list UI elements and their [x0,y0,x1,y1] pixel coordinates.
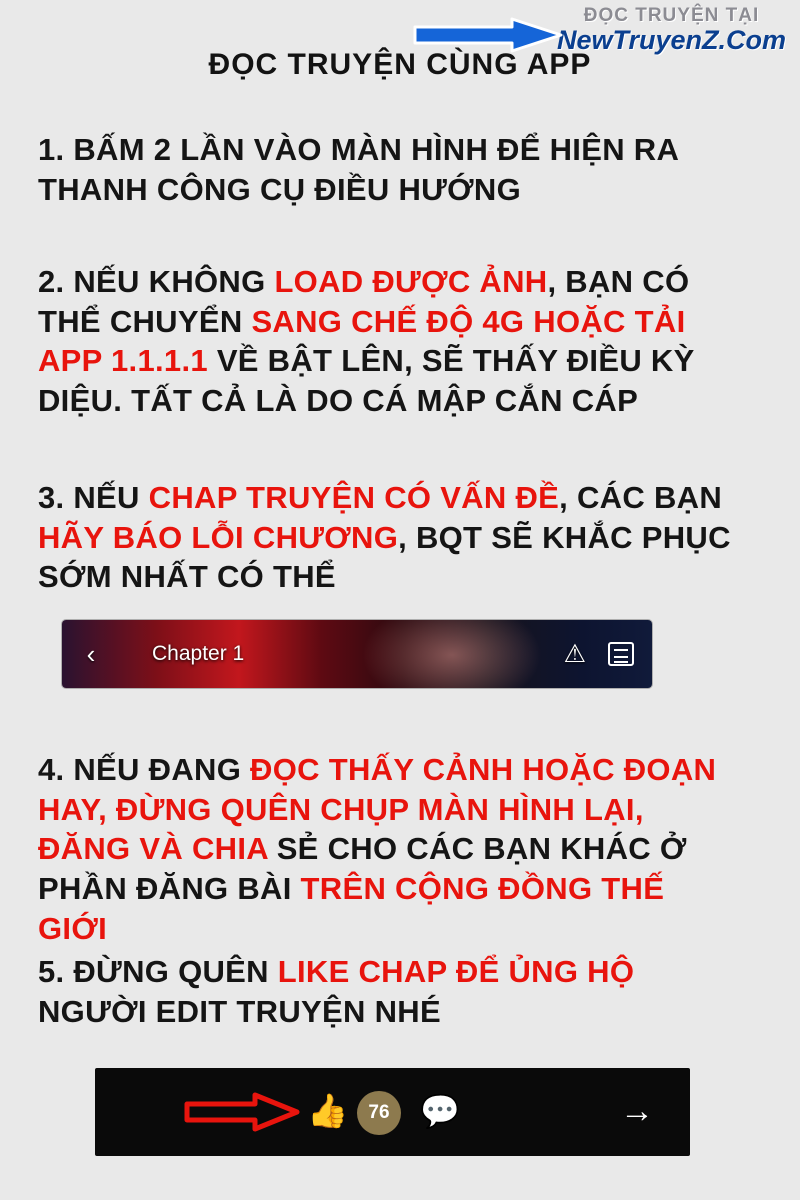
instruction-3-seg-1: 3. NẾU [38,480,149,515]
instruction-2-seg-3: , BẠN CÓ THỂ CHUYỂN [38,264,690,339]
instruction-2-seg-5: VỀ BẬT LÊN, SẼ THẤY ĐIỀU KỲ DIỆU. TẤT CẢ LÀ DO CÁ MẬP CẮN CÁP [38,343,695,419]
instruction-4-seg-3: SẺ CHO CÁC BẠN KHÁC Ở PHẦN ĐĂNG BÀI [38,831,687,907]
instruction-5-seg-2: LIKE CHAP ĐỂ ỦNG HỘ [277,954,635,989]
arrow-right-icon[interactable]: → [620,1092,654,1130]
chapter-toolbar-illustration [62,620,652,688]
instruction-3-seg-4: HÃY BÁO LỖI CHƯƠNG [38,519,399,555]
instruction-3-seg-2: CHAP TRUYỆN CÓ VẤN ĐỀ [148,480,560,515]
instruction-2-seg-1: 2. NẾU KHÔNG [38,264,275,299]
warning-triangle-icon: ⚠ [563,639,586,668]
instruction-2-seg-4: SANG CHẾ ĐỘ 4G HOẶC TẢI APP 1.1.1.1 [38,303,686,379]
red-arrow-pointing-right [183,1090,301,1134]
instruction-item-4 [38,750,738,948]
blue-arrow-pointing-right [412,16,564,54]
instruction-2-seg-2: LOAD ĐƯỢC ẢNH [274,264,548,299]
thumbs-up-icon[interactable]: 👍 [307,1092,349,1129]
chapter-toolbar-actions [563,639,634,668]
like-count-badge: 76 [357,1091,401,1135]
toolbar-glow [362,620,542,688]
instruction-3-seg-3: , CÁC BẠN [559,480,723,515]
instruction-item-3 [38,478,738,597]
watermark-top-line: ĐỌC TRUYỆN TẠI [583,5,760,26]
comment-bubble-icon[interactable]: 💬 [420,1093,460,1129]
instruction-5-seg-3: NGƯỜI EDIT TRUYỆN NHÉ [38,993,441,1029]
instruction-5-seg-1: 5. ĐỪNG QUÊN [38,954,278,989]
instruction-3-seg-5: , BQT SẼ KHẮC PHỤC SỚM NHẤT CÓ THỂ [38,519,731,595]
bottom-action-bar-illustration [95,1068,690,1156]
instruction-item-2 [38,262,738,421]
chapter-label: Chapter 1 [152,642,245,665]
instruction-4-seg-4: TRÊN CỘNG ĐỒNG THẾ GIỚI [38,871,665,946]
chevron-left-icon: ‹ [86,638,96,669]
instruction-4-seg-2: ĐỌC THẤY CẢNH HOẶC ĐOẠN HAY, ĐỪNG QUÊN CHỤP MÀN HÌNH LẠI, ĐĂNG VÀ CHIA [38,752,717,867]
instruction-4-seg-1: 4. NẾU ĐANG [38,752,251,787]
watermark-site-name: NewTruyenZ.Com [556,24,786,55]
instruction-item-5 [38,952,738,1031]
page-title: ĐỌC TRUYỆN CÙNG APP [208,48,592,81]
chapter-list-icon [608,642,634,666]
instruction-1-text: 1. BẤM 2 LẦN VÀO MÀN HÌNH ĐỂ HIỆN RA THANH CÔNG CỤ ĐIỀU HƯỚNG [38,132,679,207]
instruction-item-1 [38,130,738,209]
